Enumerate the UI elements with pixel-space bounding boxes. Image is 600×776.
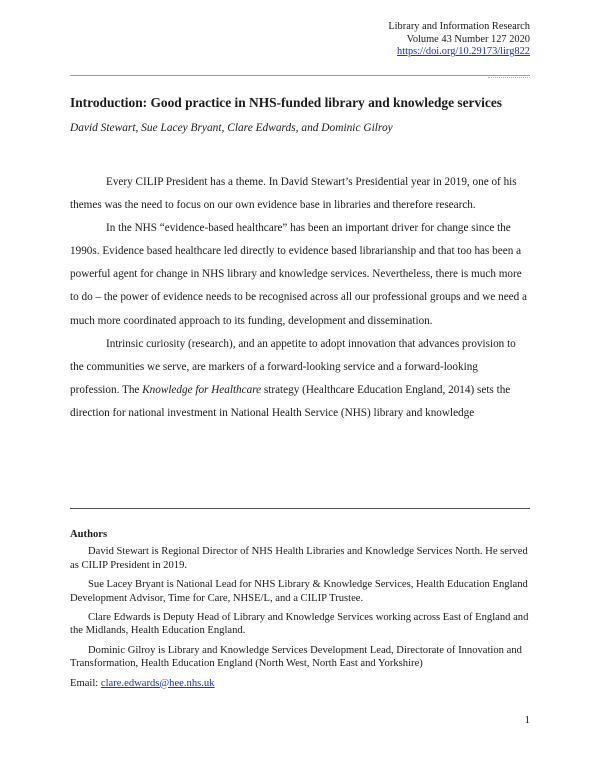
body-paragraph-1: Every CILIP President has a theme. In David Stewart’s Presidential year in 2019, one of his themes was the need to focus on our own evidence base in libraries and therefore research.	[70, 176, 517, 212]
author-note-bryant: Sue Lacey Bryant is National Lead for NHS Library & Knowledge Services, Health Education England Development Advisor, Time for Care, NHSE/L, and a CILIP Trustee.	[70, 579, 528, 604]
body-paragraph-3	[70, 333, 530, 425]
footnote-divider	[70, 508, 530, 509]
body-paragraph-2: In the NHS “evidence-based healthcare” has been an important driver for change since the 1990s. Evidence based healthcare led directly to evidence based librarianship and that too has been a powerful agent for change in NHS library and knowledge services. Nevertheless, there is much more to do – the power of evidence needs to be recognised across all our professional groups and we need a much more coordinated approach to its funding, development and dissemination.	[70, 222, 527, 327]
doi-link[interactable]: https://doi.org/10.29173/lirg822	[397, 46, 530, 58]
authors-heading: Authors	[70, 529, 108, 540]
author-note-gilroy: Dominic Gilroy is Library and Knowledge Services Development Lead, Directorate of Innovation and Transformation, Health Education England (North West, North East and Yorkshire)	[70, 644, 522, 670]
author-note-edwards: Clare Edwards is Deputy Head of Library and Knowledge Services working across East of England and the Midlands, Health Education England.	[70, 612, 529, 637]
strategy-title: Knowledge for Healthcare	[142, 383, 262, 396]
contact-email	[70, 677, 530, 690]
body-paragraph-3-end: strategy (Healthcare Education England, 2014) sets the direction for national investment in National Health Service (NHS) library and knowledge	[70, 383, 511, 419]
email-link[interactable]: clare.edwards@hee.nhs.uk	[100, 677, 215, 689]
article-authors: David Stewart, Sue Lacey Bryant, Clare Edwards, and Dominic Gilroy	[70, 122, 393, 134]
journal-name: Library and Information Research	[388, 21, 530, 32]
article-title: Introduction: Good practice in NHS-funded library and knowledge services	[70, 95, 502, 110]
header-divider-accent	[488, 77, 530, 78]
journal-header	[388, 21, 530, 59]
body-paragraph-3-start: Intrinsic curiosity (research), and an appetite to adopt innovation that advances provision to the communities we serve, are markers of a forward-looking service and a forward-looking profession. The	[70, 337, 516, 396]
authors-note	[70, 528, 530, 690]
author-note-stewart: David Stewart is Regional Director of NHS Health Libraries and Knowledge Services North. He served as CILIP President in 2019.	[70, 546, 528, 571]
journal-volume: Volume 43 Number 127 2020	[406, 33, 530, 45]
email-label: Email:	[70, 677, 101, 689]
article-body	[70, 171, 530, 425]
header-divider	[70, 75, 530, 76]
page-number: 1	[524, 714, 530, 726]
